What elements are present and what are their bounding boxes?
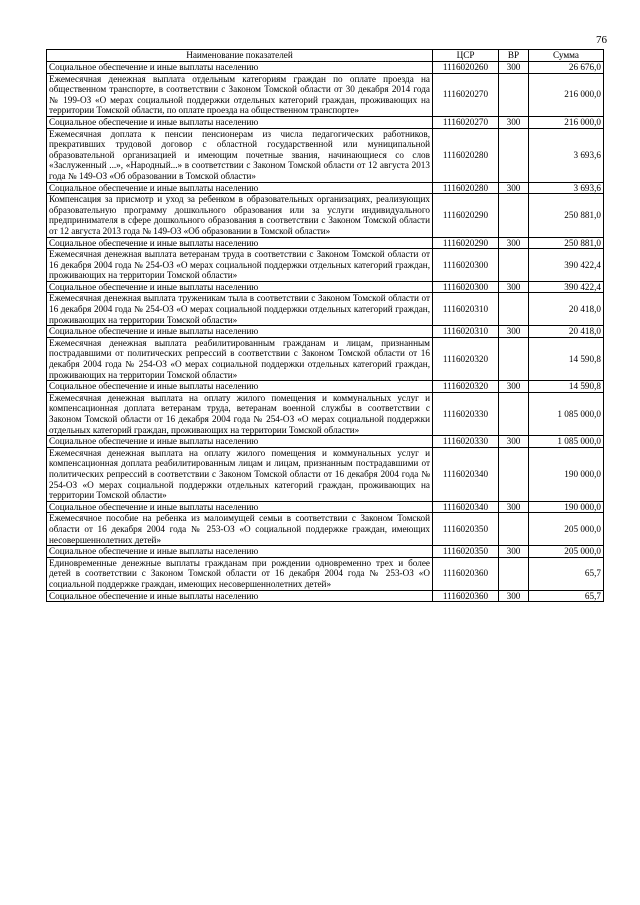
row-vr-cell [499,513,529,546]
table-row [47,326,604,338]
row-csr-cell: 1116020330 [433,436,499,448]
table-row [47,194,604,237]
row-sum-cell: 65,7 [529,590,604,602]
row-vr-cell: 300 [499,326,529,338]
row-vr-cell [499,194,529,237]
row-csr-cell: 1116020360 [433,557,499,590]
budget-table [46,49,604,602]
table-row [47,337,604,380]
row-vr-cell: 300 [499,590,529,602]
row-csr-cell: 1116020260 [433,62,499,74]
row-name-cell: Ежемесячная денежная выплата на оплату жилого помещения и коммунальных услуг и компенсационная доплата реабилитированным лицам и лицам, признанным пострадавшими от политических репрессий в соответствии с Законом Томской области от 16 декабря 2004 года № 254-ОЗ «О мерах социальной поддержки отдельных категорий граждан, проживающих на территории Томской области» [47,447,433,501]
row-csr-cell: 1116020340 [433,501,499,513]
row-csr-cell: 1116020300 [433,249,499,282]
table-row [47,557,604,590]
row-sum-cell: 190 000,0 [529,447,604,501]
table-row [47,182,604,194]
row-csr-cell: 1116020340 [433,447,499,501]
header-sum: Сумма [529,50,604,62]
row-vr-cell: 300 [499,546,529,558]
row-sum-cell: 216 000,0 [529,73,604,116]
row-csr-cell: 1116020290 [433,237,499,249]
row-csr-cell: 1116020320 [433,337,499,380]
row-sum-cell: 216 000,0 [529,116,604,128]
row-name-cell: Ежемесячная денежная выплата отдельным категориям граждан по оплате проезда на общественном транспорте, в соответствии с Законом Томской области от 30 декабря 2014 года № 199-ОЗ «О мерах социальной поддержки отдельных категорий граждан, проживающих на территории Томской области, по оплате проезда на общественном транспорте» [47,73,433,116]
row-csr-cell: 1116020280 [433,128,499,182]
header-row [47,50,604,62]
table-row [47,73,604,116]
row-name-cell: Социальное обеспечение и иные выплаты населению [47,116,433,128]
row-name-cell: Социальное обеспечение и иные выплаты населению [47,590,433,602]
row-name-cell: Социальное обеспечение и иные выплаты населению [47,62,433,74]
row-vr-cell: 300 [499,501,529,513]
table-body [47,62,604,602]
table-row [47,128,604,182]
header-vr: ВР [499,50,529,62]
row-csr-cell: 1116020310 [433,326,499,338]
row-name-cell: Социальное обеспечение и иные выплаты населению [47,436,433,448]
table-row [47,590,604,602]
row-sum-cell: 205 000,0 [529,513,604,546]
row-name-cell: Социальное обеспечение и иные выплаты населению [47,546,433,558]
row-vr-cell: 300 [499,62,529,74]
table-header [47,50,604,62]
header-csr: ЦСР [433,50,499,62]
row-name-cell: Ежемесячная денежная выплата на оплату жилого помещения и коммунальных услуг и компенсационная доплата ветеранам труда, ветеранам военной службы в соответствии с Законом Томской области от 16 декабря 2004 года № 254-ОЗ «О мерах социальной поддержки отдельных категорий граждан, проживающих на территории Томской области» [47,392,433,435]
row-name-cell: Единовременные денежные выплаты гражданам при рождении одновременно трех и более детей в соответствии с Законом Томской области от 16 декабря 2004 года № 253-ОЗ «О социальной поддержке граждан, имеющих несовершеннолетних детей» [47,557,433,590]
row-sum-cell: 20 418,0 [529,326,604,338]
row-sum-cell: 14 590,8 [529,337,604,380]
row-sum-cell: 1 085 000,0 [529,392,604,435]
row-sum-cell: 250 881,0 [529,237,604,249]
table-row [47,381,604,393]
table-row [47,436,604,448]
row-csr-cell: 1116020300 [433,281,499,293]
table-row [47,392,604,435]
row-sum-cell: 390 422,4 [529,249,604,282]
row-name-cell: Социальное обеспечение и иные выплаты населению [47,182,433,194]
row-vr-cell: 300 [499,381,529,393]
row-vr-cell [499,557,529,590]
table-row [47,501,604,513]
row-csr-cell: 1116020310 [433,293,499,326]
table-row [47,447,604,501]
row-csr-cell: 1116020270 [433,116,499,128]
row-name-cell: Ежемесячная денежная выплата ветеранам труда в соответствии с Законом Томской области от 16 декабря 2004 года № 254-ОЗ «О мерах социальной поддержки отдельных категорий граждан, проживающих на территории Томской области» [47,249,433,282]
row-name-cell: Ежемесячная денежная выплата реабилитированным гражданам и лицам, признанным пострадавшими от политических репрессий в соответствии с Законом Томской области от 16 декабря 2004 года № 254-ОЗ «О мерах социальной поддержки отдельных категорий граждан, проживающих на территории Томской области» [47,337,433,380]
row-sum-cell: 14 590,8 [529,381,604,393]
row-vr-cell: 300 [499,436,529,448]
row-csr-cell: 1116020360 [433,590,499,602]
row-sum-cell: 205 000,0 [529,546,604,558]
row-vr-cell [499,128,529,182]
row-sum-cell: 26 676,0 [529,62,604,74]
row-sum-cell: 3 693,6 [529,128,604,182]
row-sum-cell: 20 418,0 [529,293,604,326]
row-sum-cell: 250 881,0 [529,194,604,237]
table-row [47,293,604,326]
page-number: 76 [596,34,607,46]
row-sum-cell: 1 085 000,0 [529,436,604,448]
row-name-cell: Социальное обеспечение и иные выплаты населению [47,381,433,393]
row-name-cell: Социальное обеспечение и иные выплаты населению [47,281,433,293]
row-name-cell: Компенсация за присмотр и уход за ребенком в образовательных организациях, реализующих образовательную программу дошкольного образования или за услуги индивидуального предпринимателя в сфере дошкольного образования в соответствии с Законом Томской области от 12 августа 2013 года № 149-ОЗ «Об образовании в Томской области» [47,194,433,237]
row-name-cell: Ежемесячная денежная выплата труженикам тыла в соответствии с Законом Томской области от 16 декабря 2004 года № 254-ОЗ «О мерах социальной поддержки отдельных категорий граждан, проживающих на территории Томской области» [47,293,433,326]
row-csr-cell: 1116020320 [433,381,499,393]
row-name-cell: Социальное обеспечение и иные выплаты населению [47,501,433,513]
row-csr-cell: 1116020350 [433,546,499,558]
row-csr-cell: 1116020280 [433,182,499,194]
row-vr-cell [499,249,529,282]
row-vr-cell: 300 [499,237,529,249]
row-vr-cell [499,337,529,380]
row-csr-cell: 1116020350 [433,513,499,546]
table-row [47,249,604,282]
table-row [47,237,604,249]
row-csr-cell: 1116020290 [433,194,499,237]
row-vr-cell [499,73,529,116]
row-sum-cell: 65,7 [529,557,604,590]
row-vr-cell [499,392,529,435]
row-vr-cell [499,447,529,501]
table-row [47,513,604,546]
row-vr-cell: 300 [499,281,529,293]
table-row [47,62,604,74]
table-row [47,281,604,293]
row-sum-cell: 190 000,0 [529,501,604,513]
row-vr-cell [499,293,529,326]
row-name-cell: Социальное обеспечение и иные выплаты населению [47,237,433,249]
row-name-cell: Ежемесячное пособие на ребенка из малоимущей семьи в соответствии с Законом Томской области от 16 декабря 2004 года № 253-ОЗ «О социальной поддержке граждан, имеющих несовершеннолетних детей» [47,513,433,546]
row-sum-cell: 390 422,4 [529,281,604,293]
row-csr-cell: 1116020270 [433,73,499,116]
row-name-cell: Социальное обеспечение и иные выплаты населению [47,326,433,338]
table-row [47,116,604,128]
header-name: Наименование показателей [47,50,433,62]
row-csr-cell: 1116020330 [433,392,499,435]
row-vr-cell: 300 [499,182,529,194]
row-vr-cell: 300 [499,116,529,128]
row-name-cell: Ежемесячная доплата к пенсии пенсионерам из числа педагогических работников, прекративших трудовой договор с областной государственной или муниципальной образовательной организацией и имеющим почетные звания, начинающиеся со слов «Заслуженный ...», «Народный...» в соответствии с Законом Томской области от 12 августа 2013 года № 149-ОЗ «Об образовании в Томской области» [47,128,433,182]
row-sum-cell: 3 693,6 [529,182,604,194]
table-row [47,546,604,558]
